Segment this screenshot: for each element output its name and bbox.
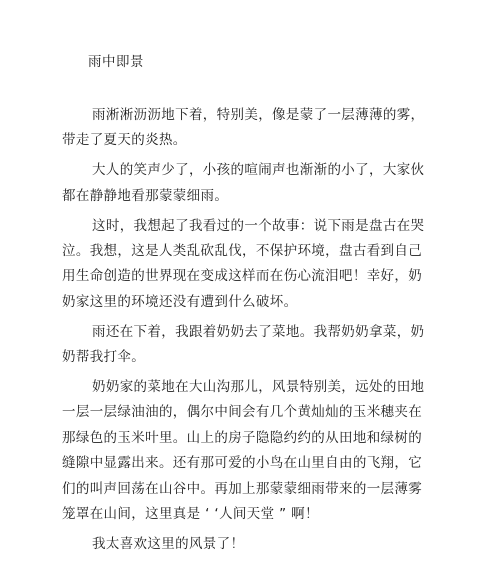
- text-line: 一层一层绿油油的，偶尔中间会有几个黄灿灿的玉米穗夹在: [62, 404, 423, 421]
- document-body: [62, 103, 425, 562]
- text-line: 奶家这里的环境还没有遭到什么破坏。: [62, 293, 298, 310]
- paragraph-1: [62, 103, 425, 154]
- text-line: 笼罩在山间，这里真是 ‘ ‘人间天堂 ” 啊！: [62, 506, 319, 523]
- text-line: 雨淅淅沥沥地下着，特别美，像是蒙了一层薄薄的雾，: [92, 107, 425, 123]
- document-title: 雨中即景: [88, 54, 144, 70]
- text-line: 都在静静地看那蒙蒙细雨。: [62, 187, 229, 204]
- paragraph-5: [62, 375, 425, 527]
- paragraph-3: [62, 214, 425, 316]
- text-line: 我太喜欢这里的风景了！: [92, 536, 245, 552]
- paragraph-2: [62, 158, 425, 209]
- text-line: 用生命创造的世界现在变成这样而在伤心流泪吧！幸好，奶: [62, 268, 423, 285]
- text-line: 缝隙中显露出来。还有那可爱的小鸟在山里自由的飞翔，它: [62, 455, 423, 472]
- text-line: 大人的笑声少了，小孩的喧闹声也渐渐的小了，大家伙: [92, 162, 425, 179]
- text-line: 们的叫声回荡在山谷中。再加上那蒙蒙细雨带来的一层薄雾: [62, 480, 423, 497]
- paragraph-4: [62, 320, 425, 371]
- text-line: 带走了夏天的炎热。: [62, 132, 187, 149]
- text-line: 雨还在下着，我跟着奶奶去了菜地。我帮奶奶拿菜，奶: [92, 323, 425, 340]
- text-line: 奶帮我打伞。: [62, 349, 146, 366]
- paragraph-6: [62, 532, 402, 557]
- text-line: 这时，我想起了我看过的一个故事：说下雨是盘古在哭: [92, 217, 425, 234]
- text-line: 那绿色的玉米叶里。山上的房子隐隐约约的从田地和绿树的: [62, 429, 423, 446]
- text-line: 泣。我想，这是人类乱砍乱伐，不保护环境，盘古看到自己: [62, 243, 423, 260]
- text-line: 奶奶家的菜地在大山沟那儿，风景特别美，远处的田地: [92, 379, 425, 396]
